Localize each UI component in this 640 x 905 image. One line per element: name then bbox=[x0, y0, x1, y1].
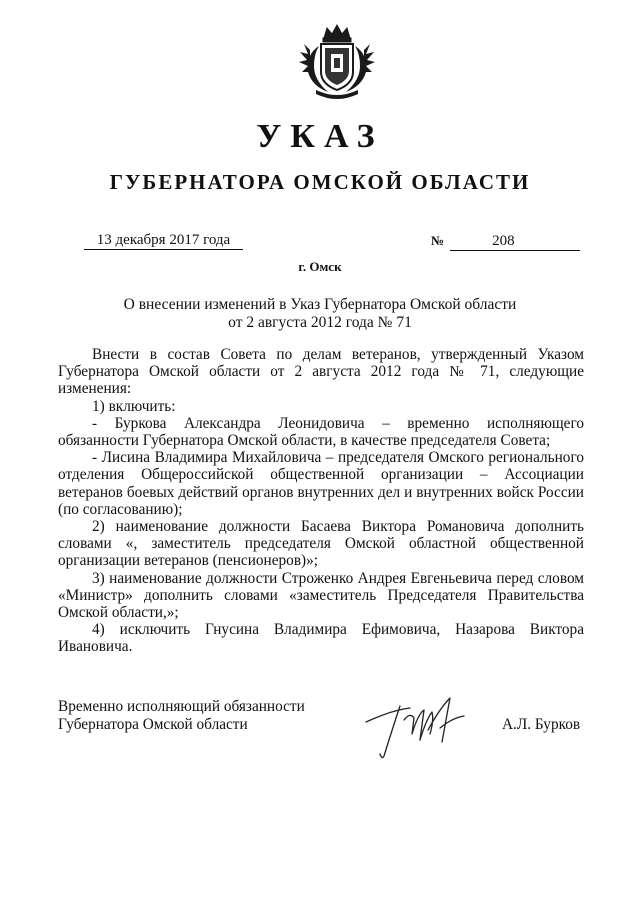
document-title: УКАЗ bbox=[256, 118, 384, 155]
handwritten-signature-icon bbox=[362, 690, 472, 762]
signatory-name: А.Л. Бурков bbox=[502, 716, 581, 733]
decree-subject bbox=[80, 296, 560, 332]
body-paragraph: 1) включить: bbox=[92, 397, 176, 415]
decree-number: 208 bbox=[450, 233, 580, 251]
decree-date: 13 декабря 2017 года bbox=[84, 232, 243, 250]
body-paragraph: 2) наименование должности Басаева Виктора Романовича дополнить словами «, заместитель председателя Омской областной общественной организации ветеранов (пенсионеров)»; bbox=[58, 518, 584, 570]
body-paragraph: Внести в состав Совета по делам ветеранов, утвержденный Указом Губернатора Омской области от 2 августа 2012 года № 71, следующие изменения: bbox=[58, 346, 584, 398]
position-line: Временно исполняющий обязанности bbox=[58, 698, 305, 715]
number-label: № bbox=[431, 233, 445, 248]
decree-number-block bbox=[431, 232, 580, 251]
subject-line: от 2 августа 2012 года № 71 bbox=[228, 314, 412, 331]
document-issuer: ГУБЕРНАТОРА ОМСКОЙ ОБЛАСТИ bbox=[109, 170, 531, 194]
signatory-position bbox=[58, 698, 305, 734]
position-line: Губернатора Омской области bbox=[58, 716, 248, 733]
body-paragraph: - Буркова Александра Леонидовича – временно исполняющего обязанности Губернатора Омской области, в качестве председателя Совета; bbox=[58, 414, 584, 450]
coat-of-arms-icon bbox=[294, 20, 380, 100]
decree-body bbox=[58, 346, 584, 656]
body-paragraph: 3) наименование должности Строженко Андрея Евгеньевича перед словом «Министр» дополнить словами «заместитель Председателя Правительства Омской области,»; bbox=[58, 569, 584, 622]
subject-line: О внесении изменений в Указ Губернатора Омской области bbox=[123, 296, 517, 313]
body-paragraph: - Лисина Владимира Михайловича – председателя Омского регионального отделения Общероссийской общественной организации – Ассоциации ветеранов боевых действий органов внутренних дел и внутренних войск России (по согласованию); bbox=[58, 449, 584, 518]
body-paragraph: 4) исключить Гнусина Владимира Ефимовича, Назарова Виктора Ивановича. bbox=[58, 621, 584, 656]
decree-city: г. Омск bbox=[298, 259, 342, 274]
